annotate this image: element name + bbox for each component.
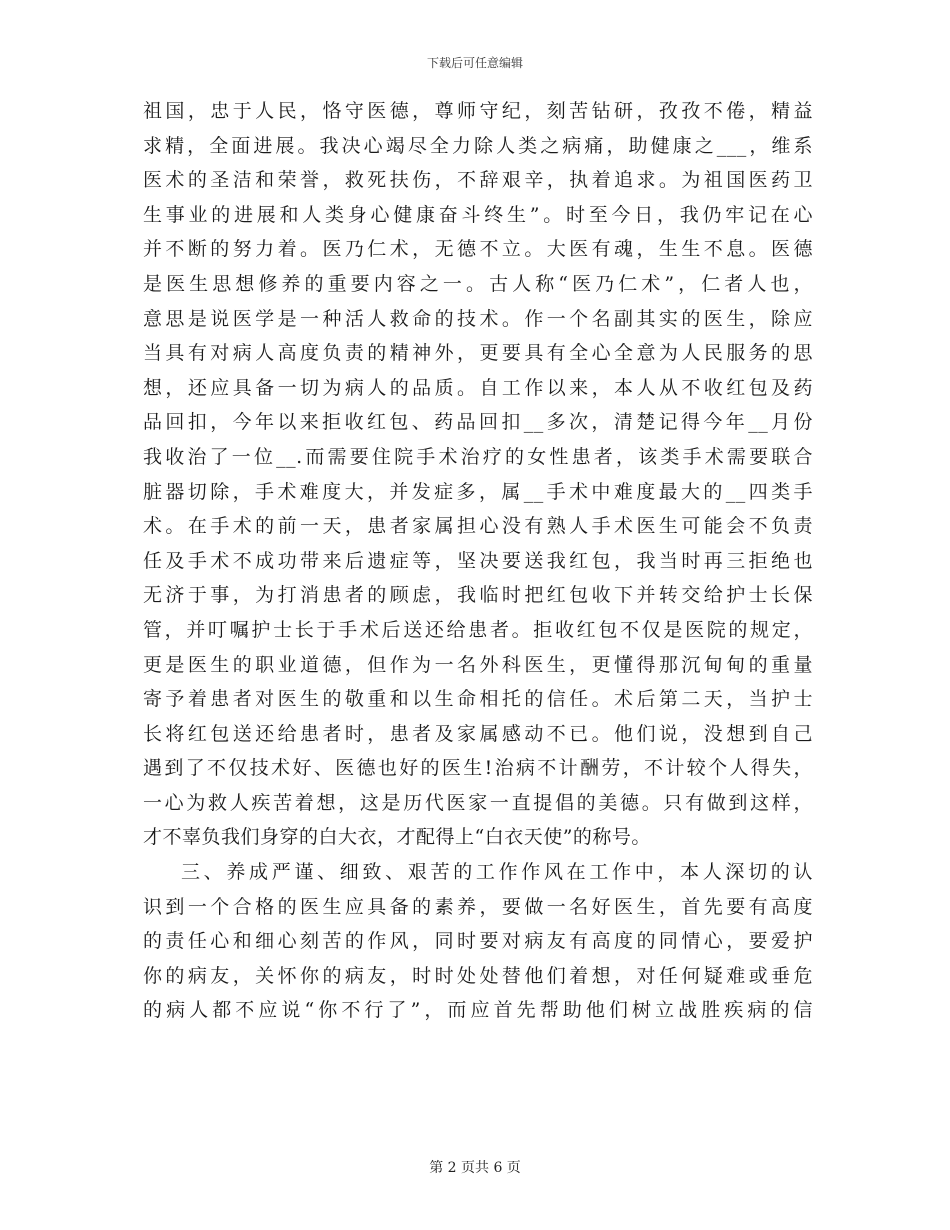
body-line-2: 求精，全面进展。我决心竭尽全力除人类之病痛，助健康之___，维系	[143, 134, 813, 157]
section-three-heading-line: 三、养成严谨、细致、艰苦的工作作风在工作中，本人深切的认	[181, 861, 813, 884]
body-line-25: 的责任心和细心刻苦的作风，同时要对病友有高度的同情心，要爱护	[143, 930, 813, 953]
body-line-6: 是医生思想修养的重要内容之一。古人称“医乃仁术”，仁者人也，	[143, 272, 813, 295]
body-line-5: 并不断的努力着。医乃仁术，无德不立。大医有魂，生生不息。医德	[143, 238, 813, 261]
document-body	[143, 94, 813, 1028]
body-line-13: 术。在手术的前一天，患者家属担心没有熟人手术医生可能会不负责	[143, 515, 813, 538]
body-line-16: 管，并叮嘱护士长于手术后送还给患者。拒收红包不仅是医院的规定，	[143, 618, 813, 641]
page-number-footer: 第 2 页共 6 页	[429, 1160, 521, 1176]
body-line-27: 的病人都不应说“你不行了”，而应首先帮助他们树立战胜疾病的信	[143, 999, 813, 1022]
body-line-14: 任及手术不成功带来后遗症等，坚决要送我红包，我当时再三拒绝也	[143, 549, 813, 572]
body-line-3: 医术的圣洁和荣誉，救死扶伤，不辞艰辛，执着追求。为祖国医药卫	[143, 169, 813, 192]
body-line-18: 寄予着患者对医生的敬重和以生命相托的信任。术后第二天，当护士	[143, 688, 813, 711]
body-line-15: 无济于事，为打消患者的顾虑，我临时把红包收下并转交给护士长保	[143, 584, 813, 607]
body-line-12: 脏器切除，手术难度大，并发症多，属__手术中难度最大的__四类手	[143, 480, 813, 503]
body-line-26: 你的病友，关怀你的病友，时时处处替他们着想，对任何疑难或垂危	[143, 964, 813, 987]
body-line-24: 识到一个合格的医生应具备的素养，要做一名好医生，首先要有高度	[143, 895, 813, 918]
body-line-17: 更是医生的职业道德，但作为一名外科医生，更懂得那沉甸甸的重量	[143, 653, 813, 676]
body-line-1: 祖国，忠于人民，恪守医德，尊师守纪，刻苦钻研，孜孜不倦，精益	[143, 100, 813, 122]
body-line-22: 才不辜负我们身穿的白大衣，才配得上“白衣天使”的称号。	[143, 826, 651, 849]
body-line-7: 意思是说医学是一种活人救命的技术。作一个名副其实的医生，除应	[143, 307, 813, 330]
body-line-9: 想，还应具备一切为病人的品质。自工作以来，本人从不收红包及药	[143, 376, 813, 399]
body-line-8: 当具有对病人高度负责的精神外，更要具有全心全意为人民服务的思	[143, 342, 813, 365]
body-line-11: 我收治了一位__.而需要住院手术治疗的女性患者，该类手术需要联合	[143, 445, 813, 468]
body-line-21: 一心为救人疾苦着想，这是历代医家一直提倡的美德。只有做到这样，	[143, 791, 813, 814]
body-line-10: 品回扣，今年以来拒收红包、药品回扣__多次，清楚记得今年__月份	[143, 411, 813, 434]
body-line-4: 生事业的进展和人类身心健康奋斗终生”。时至今日，我仍牢记在心	[143, 203, 813, 226]
body-line-19: 长将红包送还给患者时，患者及家属感动不已。他们说，没想到自己	[143, 722, 813, 745]
page-header: 下载后可任意编辑	[426, 56, 523, 70]
body-line-20: 遇到了不仅技术好、医德也好的医生!治病不计酬劳，不计较个人得失，	[143, 757, 813, 780]
